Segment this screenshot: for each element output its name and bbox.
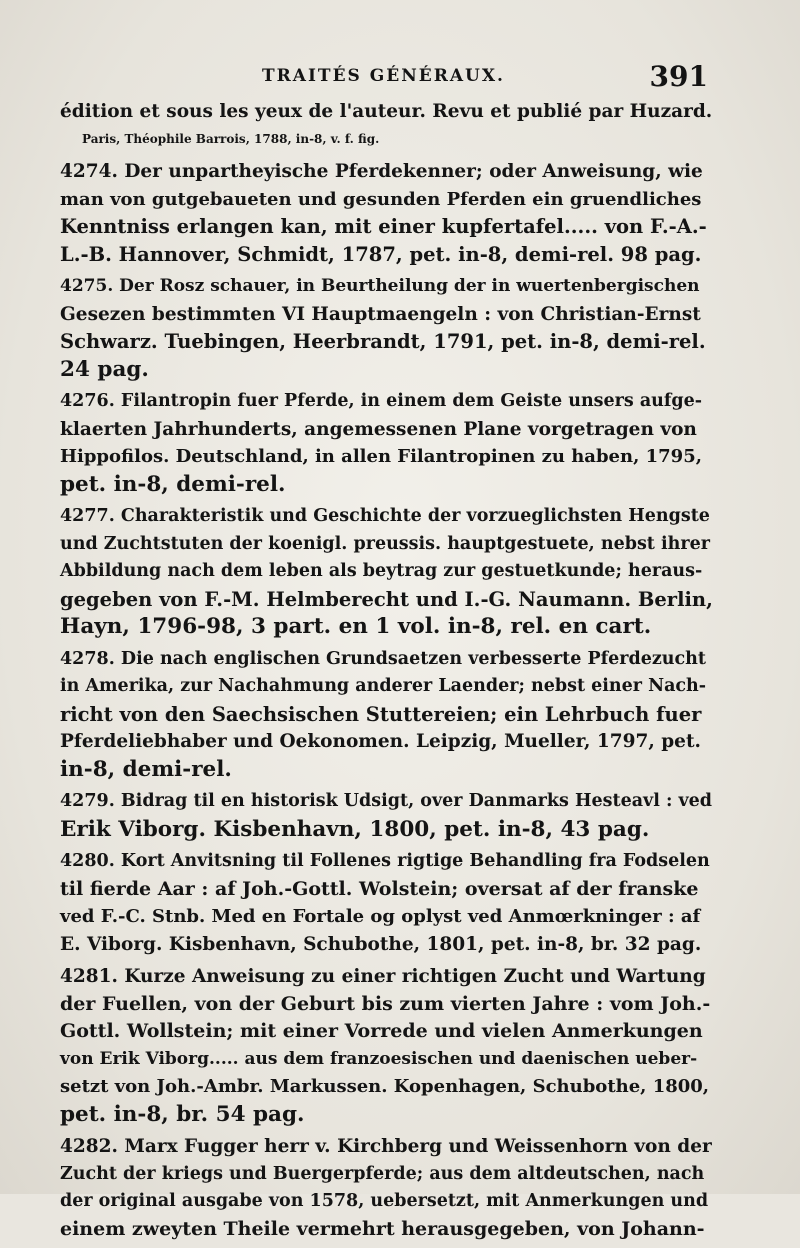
entry-line: pet. in-8, demi-rel.: [60, 471, 286, 497]
entry-line: Abbildung nach dem leben als beytrag zur gestuetkunde; heraus-: [60, 561, 703, 581]
entry-line: E. Viborg. Kisbenhavn, Schubothe, 1801, pet. in-8, br. 32 pag.: [60, 933, 702, 955]
entry-line: L.-B. Hannover, Schmidt, 1787, pet. in-8, demi-rel. 98 pag.: [60, 242, 702, 266]
entry-line: in Amerika, zur Nachahmung anderer Laender; nebst einer Nach-: [60, 676, 707, 696]
entry-line: 4276. Filantropin fuer Pferde, in einem dem Geiste unsers aufge-: [60, 391, 703, 411]
entry-line: einem zweyten Theile vermehrt herausgegeben, von Johann-: [60, 1217, 705, 1240]
catalogue-entry-4279: [60, 788, 712, 843]
entry-line: 4278. Die nach englischen Grundsaetzen verbesserte Pferdezucht: [60, 648, 706, 669]
entry-line: setzt von Joh.-Ambr. Markussen. Kopenhagen, Schubothe, 1800,: [60, 1076, 710, 1097]
entry-line: klaerten Jahrhunderts, angemessenen Plane vorgetragen von: [60, 418, 697, 440]
catalogue-entry-4280: [60, 848, 712, 958]
entry-line: der original ausgabe von 1578, uebersetzt, mit Anmerkungen und: [60, 1191, 709, 1211]
entry-line: Kenntniss erlangen kan, mit einer kupfertafel..... von F.-A.-: [60, 215, 707, 238]
entry-line: gegeben von F.-M. Helmberecht und I.-G. Naumann. Berlin,: [60, 587, 713, 611]
catalogue-entries: [60, 98, 712, 1248]
entry-line: til fierde Aar : af Joh.-Gottl. Wolstein; oversat af der franske: [60, 877, 699, 900]
catalogue-entry-4282: [60, 1133, 712, 1243]
page-number: 391: [649, 60, 708, 93]
entry-line: und Zuchtstuten der koenigl. preussis. hauptgestuete, nebst ihrer: [60, 533, 710, 554]
entry-line: Schwarz. Tuebingen, Heerbrandt, 1791, pet. in-8, demi-rel.: [60, 330, 706, 353]
entry-line: 4277. Charakteristik und Geschichte der vorzueglichsten Hengste: [60, 506, 710, 526]
catalogue-entry-4281: [60, 963, 712, 1128]
catalogue-entry-4276: [60, 388, 712, 498]
entry-line: in-8, demi-rel.: [60, 756, 232, 782]
entry-line: ved F.-C. Stnb. Med en Fortale og oplyst ved Anmœrkninger : af: [60, 906, 701, 927]
entry-line: richt von den Saechsischen Stuttereien; ein Lehrbuch fuer: [60, 702, 702, 726]
catalogue-entry-4277: [60, 503, 712, 641]
entry-line: Gesezen bestimmten VI Hauptmaengeln : von Christian-Ernst: [60, 303, 701, 325]
entry-line: Pferdeliebhaber und Oekonomen. Leipzig, Mueller, 1797, pet.: [60, 731, 701, 752]
page-header: [62, 60, 708, 100]
catalogue-entry-continuation: [60, 98, 712, 153]
entry-line: Gottl. Wollstein; mit einer Vorrede und vielen Anmerkungen: [60, 1020, 703, 1042]
entry-line: Hippofilos. Deutschland, in allen Filantropinen zu haben, 1795,: [60, 446, 702, 467]
entry-line: 4280. Kort Anvitsning til Follenes rigtige Behandling fra Fodselen: [60, 851, 710, 871]
entry-line: 24 pag.: [60, 356, 149, 382]
entry-line: 4282. Marx Fugger herr v. Kirchberg und Weissenhorn von der: [60, 1136, 712, 1157]
entry-line: 4274. Der unpartheyische Pferdekenner; oder Anweisung, wie: [60, 161, 703, 182]
entry-line: der Fuellen, von der Geburt bis zum vierten Jahre : vom Joh.-: [60, 992, 711, 1015]
entry-line: 4281. Kurze Anweisung zu einer richtigen Zucht und Wartung: [60, 966, 706, 987]
catalogue-entry-4274: [60, 158, 712, 268]
entry-line: 4275. Der Rosz schauer, in Beurtheilung der in wuertenbergischen: [60, 276, 700, 296]
running-title: TRAITÉS GÉNÉRAUX.: [262, 66, 505, 86]
entry-line: édition et sous les yeux de l'auteur. Revu et publié par Huzard.: [60, 101, 713, 122]
entry-line: man von gutgebaueten und gesunden Pferden ein gruendliches: [60, 188, 702, 210]
entry-line: Erik Viborg. Kisbenhavn, 1800, pet. in-8, 43 pag.: [60, 816, 650, 842]
catalogue-entry-4278: [60, 646, 712, 784]
entry-line: von Erik Viborg..... aus dem franzoesischen und daenischen ueber-: [60, 1048, 698, 1069]
catalogue-entry-4275: [60, 273, 712, 383]
entry-line: 4279. Bidrag til en historisk Udsigt, over Danmarks Hesteavl : ved: [60, 791, 713, 811]
entry-line: Paris, Théophile Barrois, 1788, in-8, v. f. fig.: [82, 131, 380, 146]
entry-line: Hayn, 1796-98, 3 part. en 1 vol. in-8, rel. en cart.: [60, 614, 652, 639]
entry-line: Zucht der kriegs und Buergerpferde; aus dem altdeutschen, nach: [60, 1163, 705, 1184]
entry-line: pet. in-8, br. 54 pag.: [60, 1101, 305, 1127]
